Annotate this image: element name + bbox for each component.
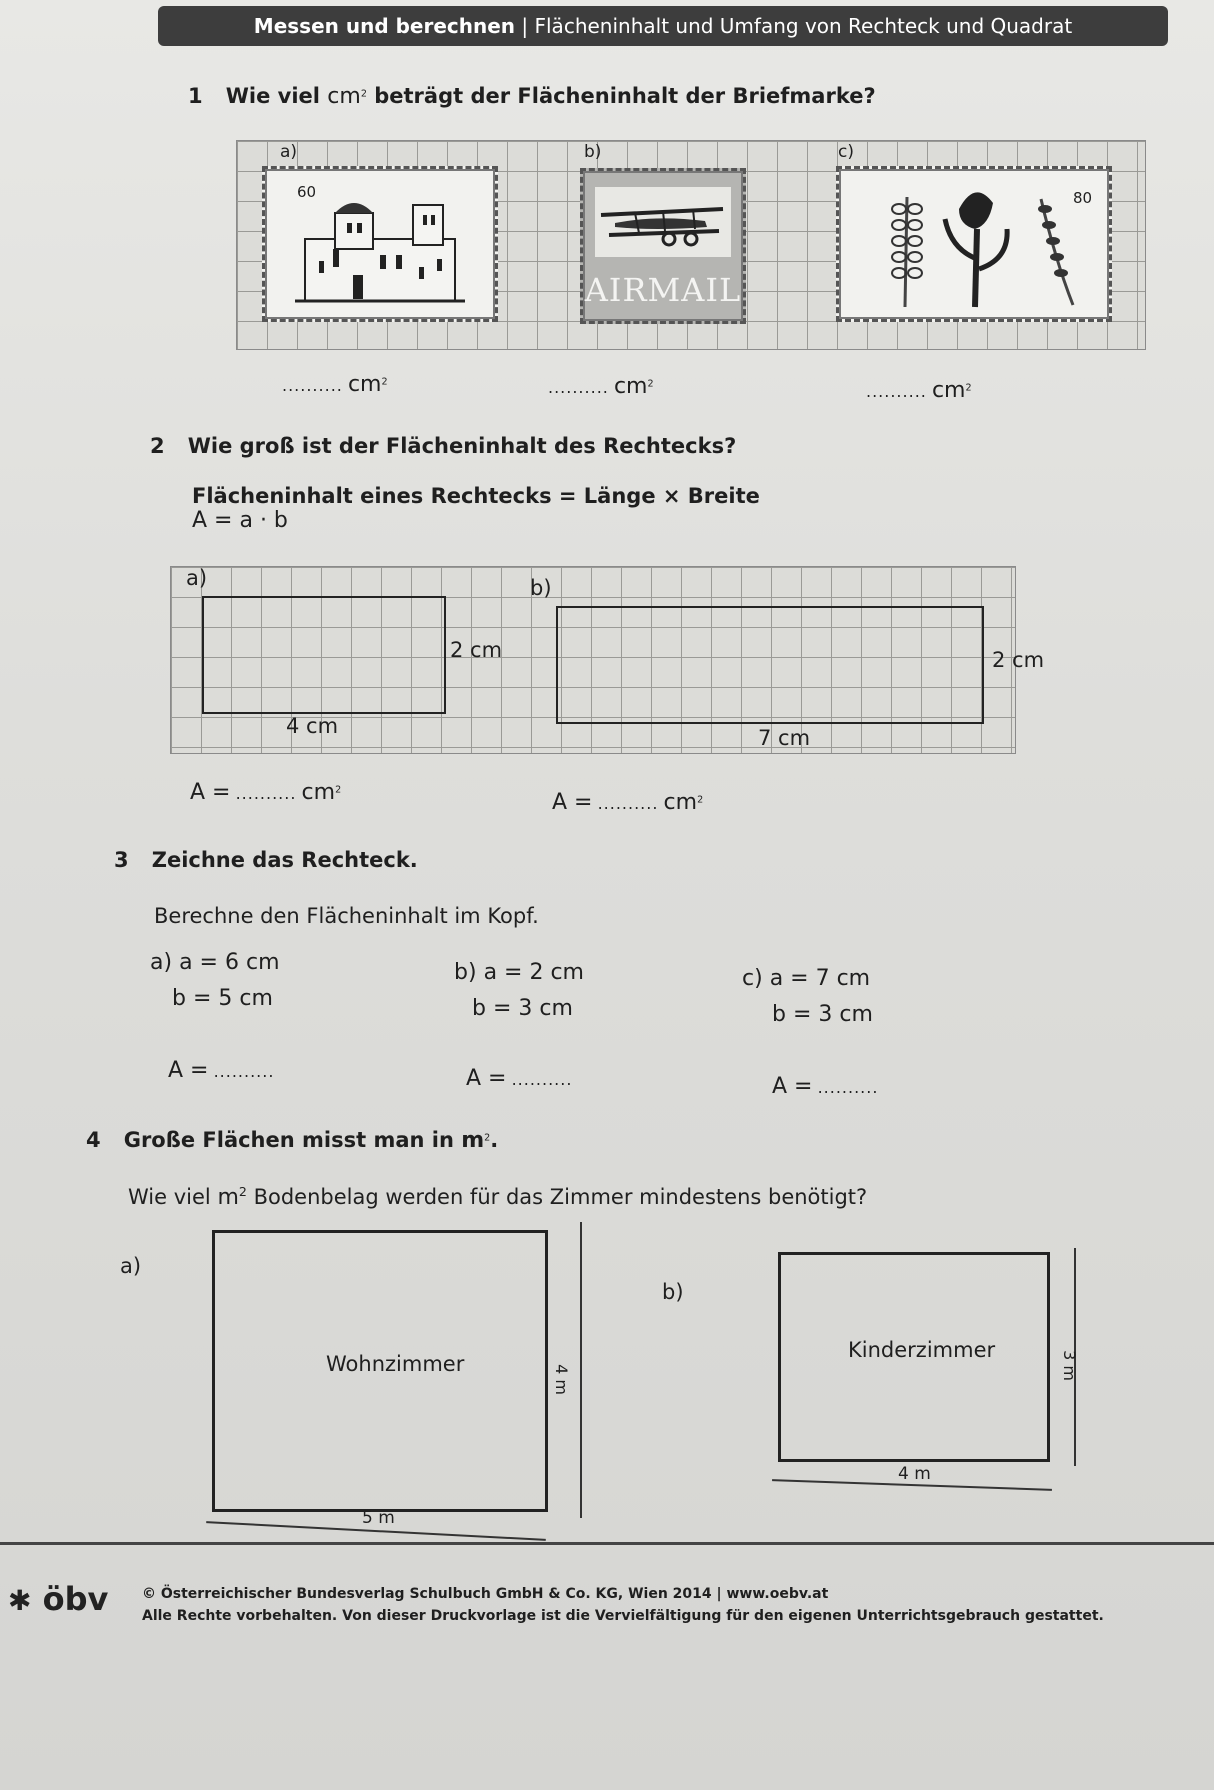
q3-item-b-a: a = 2 cm	[483, 960, 584, 985]
q3-heading	[114, 848, 418, 872]
q1-text-pre: Wie viel	[225, 84, 328, 108]
q1-label-c: c)	[838, 142, 854, 162]
q2-formula: A = a · b	[192, 508, 288, 533]
q3-item-b	[454, 960, 584, 985]
q2-answer-a	[190, 780, 341, 805]
q3-item-a-a: a = 6 cm	[179, 950, 280, 975]
q4-number: 4	[86, 1128, 101, 1152]
q3-item-b-b: b = 3 cm	[472, 996, 573, 1021]
q1-exp: 2	[360, 88, 367, 100]
q4-label-b: b)	[662, 1280, 684, 1304]
q2-label-b: b)	[530, 576, 552, 600]
q4-heading	[86, 1128, 498, 1153]
q3-item-b-ans: A =	[466, 1066, 507, 1091]
q3-item-c	[742, 966, 870, 991]
q3-item-a	[150, 950, 280, 975]
q3-item-c-a: a = 7 cm	[769, 966, 871, 991]
q3-sub: Berechne den Flächeninhalt im Kopf.	[154, 904, 539, 928]
q3-item-a-dots: ..........	[213, 1062, 275, 1081]
q1-label-b: b)	[584, 142, 602, 162]
q2-text: Wie groß ist der Flächeninhalt des Rechtecks?	[187, 434, 737, 458]
q1-answer-c-exp: 2	[965, 382, 972, 394]
room-kinderzimmer-bottom: 4 m	[898, 1464, 931, 1484]
q1-answer-a-dots: ..........	[282, 376, 343, 395]
q3-item-c-label: c)	[742, 966, 763, 991]
rectangle-a-width: 4 cm	[286, 714, 339, 738]
header-title-rest: | Flächeninhalt und Umfang von Rechteck und Quadrat	[515, 14, 1073, 38]
stamp-c-value: 80	[1073, 189, 1093, 207]
footer-line1: © Österreichischer Bundesverlag Schulbuch GmbH & Co. KG, Wien 2014 | www.oebv.at	[142, 1586, 829, 1602]
q4-sub-post: Bodenbelag werden für das Zimmer mindestens benötigt?	[246, 1185, 868, 1209]
q2-number: 2	[150, 434, 165, 458]
q4-sub	[128, 1184, 867, 1210]
flowers-icon	[859, 179, 1079, 309]
q3-item-c-ans: A =	[772, 1074, 813, 1099]
room-kinderzimmer-side: 3 m	[1059, 1350, 1079, 1381]
airplane-icon	[595, 187, 731, 257]
rectangle-a	[202, 596, 446, 714]
q2-answer-b-unit: cm	[663, 790, 698, 815]
q2-answer-a-exp: 2	[335, 784, 342, 796]
q3-item-c-b: b = 3 cm	[772, 1002, 873, 1027]
q2-answer-b-prefix: A =	[552, 790, 593, 815]
q3-item-a-b: b = 5 cm	[172, 986, 273, 1011]
q1-answer-b-dots: ..........	[548, 378, 609, 397]
q3-item-b-answer	[466, 1066, 572, 1091]
q3-item-a-ans: A =	[168, 1058, 209, 1083]
logo-text: öbv	[42, 1580, 109, 1618]
page-header	[158, 6, 1168, 46]
q4-text-pre: Große Flächen misst man in	[123, 1128, 462, 1152]
q1-heading	[188, 84, 876, 109]
footer-line2: Alle Rechte vorbehalten. Von dieser Druckvorlage ist die Vervielfältigung für den eigenen Unterrichtsgebrauch gestattet.	[142, 1608, 1104, 1624]
q1-answer-a-unit: cm	[347, 372, 382, 397]
q2-answer-b-exp: 2	[697, 794, 704, 806]
stamp-b-text: AIRMAIL	[584, 271, 742, 309]
q1-answer-b	[548, 374, 654, 399]
wohnzimmer-side-dimension	[580, 1222, 582, 1518]
q3-text: Zeichne das Rechteck.	[151, 848, 418, 872]
stamp-a	[262, 166, 498, 322]
q4-sub-pre: Wie viel	[128, 1185, 218, 1209]
room-wohnzimmer-side: 4 m	[551, 1364, 571, 1395]
rectangle-b-width: 7 cm	[758, 726, 811, 750]
rectangle-b	[556, 606, 984, 724]
q1-answer-a-exp: 2	[381, 376, 388, 388]
stamp-c	[836, 166, 1112, 322]
q3-item-c-answer	[772, 1074, 878, 1099]
q1-answer-b-unit: cm	[613, 374, 648, 399]
stamp-b	[580, 168, 746, 324]
q4-text-post: .	[490, 1128, 499, 1152]
q2-answer-a-dots: ..........	[235, 784, 297, 803]
room-kinderzimmer-label: Kinderzimmer	[848, 1338, 996, 1362]
q4-unit: m	[461, 1128, 485, 1153]
q1-answer-a	[282, 372, 388, 397]
q3-item-b-label: b)	[454, 960, 477, 985]
q3-item-a-label: a)	[150, 950, 173, 975]
q3-item-b-dots: ..........	[511, 1070, 573, 1089]
q1-unit: cm	[327, 84, 361, 109]
q1-answer-c-dots: ..........	[866, 382, 927, 401]
q2-answer-a-unit: cm	[301, 780, 336, 805]
q2-answer-b	[552, 790, 703, 815]
q3-number: 3	[114, 848, 129, 872]
q4-sub-unit: m	[217, 1185, 239, 1210]
room-wohnzimmer-bottom: 5 m	[362, 1508, 395, 1528]
q1-label-a: a)	[280, 142, 298, 162]
obv-logo	[8, 1580, 108, 1618]
logo-star-icon: ✱	[8, 1584, 32, 1617]
footer-divider	[0, 1542, 1214, 1545]
q1-answer-c-unit: cm	[931, 378, 966, 403]
rectangle-a-height: 2 cm	[450, 638, 503, 662]
q4-exp: 2	[484, 1132, 491, 1144]
q2-label-a: a)	[186, 566, 208, 590]
q2-formula-words: Flächeninhalt eines Rechtecks = Länge × Breite	[192, 484, 760, 508]
q1-answer-c	[866, 378, 972, 403]
q2-answer-b-dots: ..........	[597, 794, 659, 813]
header-title-bold: Messen und berechnen	[253, 14, 516, 38]
q1-answer-b-exp: 2	[647, 378, 654, 390]
q2-heading	[150, 434, 736, 458]
q2-answer-a-prefix: A =	[190, 780, 231, 805]
q1-number: 1	[188, 84, 203, 108]
q4-label-a: a)	[120, 1254, 142, 1278]
stamp-a-value: 60	[297, 183, 317, 201]
q1-text-post: beträgt der Flächeninhalt der Briefmarke?	[366, 84, 876, 108]
rectangle-b-height: 2 cm	[992, 648, 1045, 672]
q3-item-c-dots: ..........	[817, 1078, 879, 1097]
q4-sub-exp: 2	[238, 1184, 247, 1199]
q3-item-a-answer	[168, 1058, 274, 1083]
church-icon	[295, 189, 465, 304]
room-wohnzimmer-label: Wohnzimmer	[326, 1352, 465, 1376]
